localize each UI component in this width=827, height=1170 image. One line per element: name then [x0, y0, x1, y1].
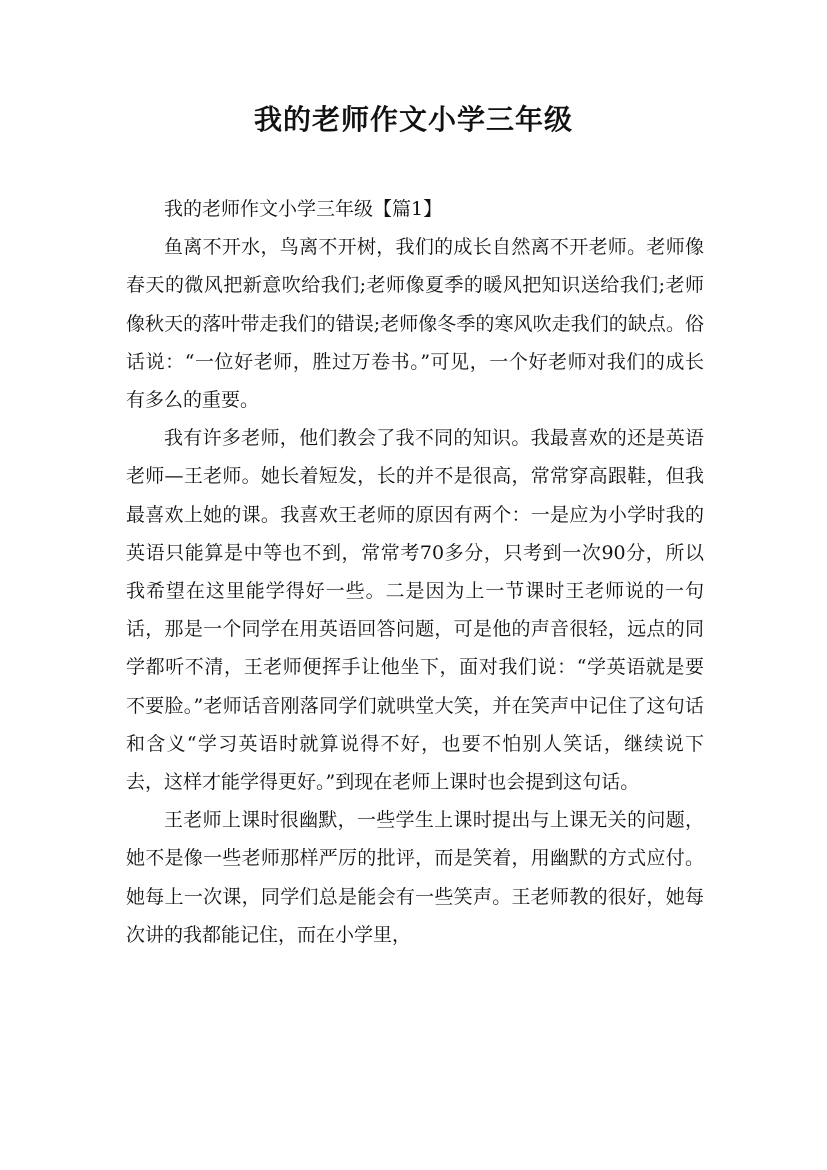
- document-body: [126, 190, 704, 954]
- paragraph-1: 鱼离不开水，鸟离不开树，我们的成长自然离不开老师。老师像春天的微风把新意吹给我们;老师像夏季的暖风把知识送给我们;老师像秋天的落叶带走我们的错误;老师像冬季的寒风吹走我们的缺点。俗话说：“一位好老师，胜过万卷书。”可见，一个好老师对我们的成长有多么的重要。: [126, 236, 704, 412]
- paragraph-3: 王老师上课时很幽默，一些学生上课时提出与上课无关的问题，她不是像一些老师那样严厉的批评，而是笑着，用幽默的方式应付。她每上一次课，同学们总是能会有一些笑声。王老师教的很好，她每次讲的我都能记住，而在小学里，: [126, 809, 704, 946]
- paragraph-2: 我有许多老师，他们教会了我不同的知识。我最喜欢的还是英语老师—王老师。她长着短发，长的并不是很高，常常穿高跟鞋，但我最喜欢上她的课。我喜欢王老师的原因有两个：一是应为小学时我的英语只能算是中等也不到，常常考70多分，只考到一次90分，所以我希望在这里能学得好一些。二是因为上一节课时王老师说的一句话，那是一个同学在用英语回答问题，可是他的声音很轻，远点的同学都听不清，王老师便挥手让他坐下，面对我们说：“学英语就是要不要脸。”老师话音刚落同学们就哄堂大笑，并在笑声中记住了这句话和含义“学习英语时就算说得不好，也要不怕别人笑话，继续说下去，这样才能学得更好。”到现在老师上课时也会提到这句话。: [126, 427, 704, 794]
- section-heading: 我的老师作文小学三年级【篇1】: [164, 198, 443, 220]
- document-title: 我的老师作文小学三年级: [253, 103, 573, 136]
